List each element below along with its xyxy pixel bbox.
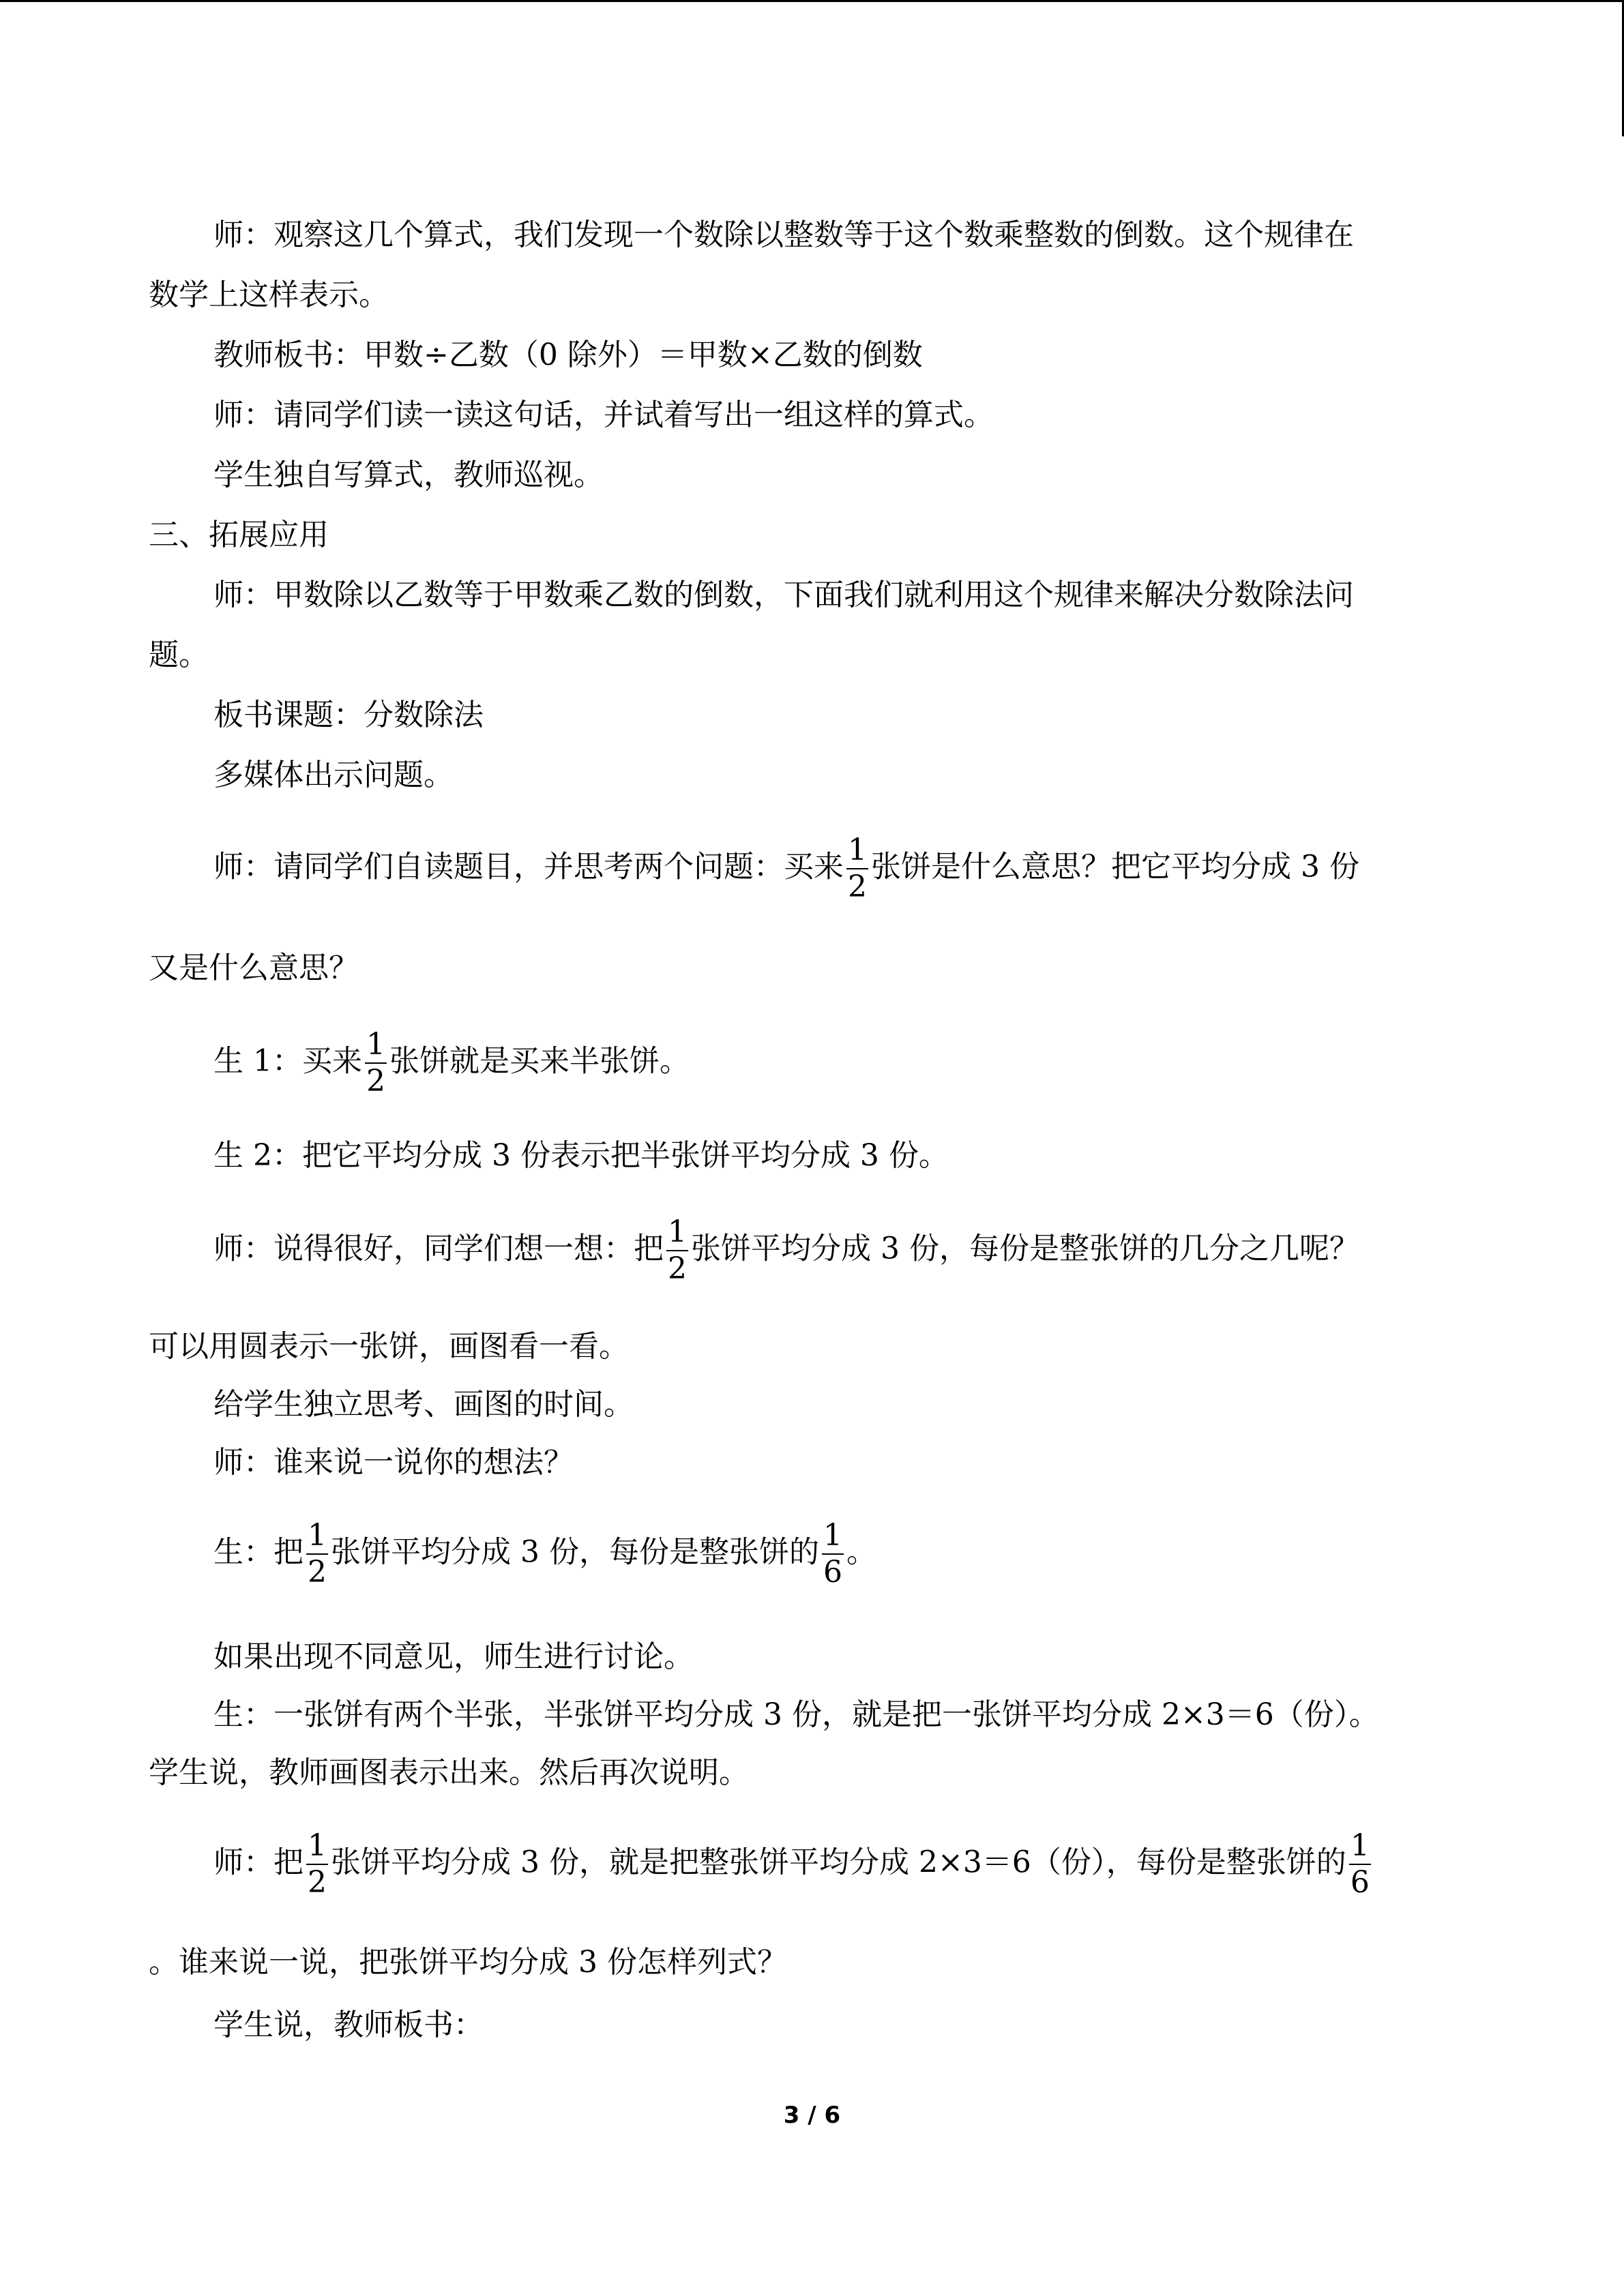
fraction-one-half — [306, 1518, 328, 1590]
paragraph-line: 如果出现不同意见，师生进行讨论。 — [213, 1639, 694, 1674]
text-segment: 张饼平均分成 3 份，每份是整张饼的几分之几呢？ — [691, 1231, 1359, 1266]
top-border — [0, 0, 1624, 2]
text-segment: 。 — [846, 1534, 876, 1570]
fraction-denominator: 2 — [848, 869, 867, 904]
fraction-denominator: 2 — [308, 1865, 327, 1900]
paragraph-line: 可以用圆表示一张饼，画图看一看。 — [149, 1329, 629, 1364]
paragraph-line: 又是什么意思？ — [149, 951, 359, 985]
paragraph-line: 师：甲数除以乙数等于甲数乘乙数的倒数，下面我们就利用这个规律来解决分数除法问 — [213, 578, 1354, 612]
text-segment: 师：请同学们自读题目，并思考两个问题：买来 — [213, 849, 844, 884]
fraction-numerator: 1 — [306, 1831, 328, 1865]
fraction-denominator: 6 — [823, 1555, 842, 1590]
paragraph-line: 题。 — [149, 638, 209, 672]
fraction-numerator: 1 — [365, 1030, 387, 1064]
paragraph-line: 生 2：把它平均分成 3 份表示把半张饼平均分成 3 份。 — [213, 1138, 949, 1173]
fraction-numerator: 1 — [822, 1521, 844, 1555]
paragraph-line: 学生独自写算式，教师巡视。 — [213, 458, 604, 492]
text-segment: 张饼平均分成 3 份，就是把整张饼平均分成 2×3＝6（份），每份是整张饼的 — [331, 1845, 1346, 1880]
fraction-one-half — [306, 1828, 328, 1900]
paragraph-line-with-fraction — [213, 1214, 1359, 1286]
text-segment: 张饼平均分成 3 份，每份是整张饼的 — [331, 1534, 819, 1570]
fraction-one-half — [365, 1027, 387, 1099]
fraction-numerator: 1 — [1349, 1831, 1371, 1865]
paragraph-line: 学生说，教师板书： — [213, 2008, 484, 2042]
page-number: 3 / 6 — [783, 2102, 841, 2129]
text-segment: 师：把 — [213, 1845, 304, 1880]
fraction-numerator: 1 — [846, 835, 868, 869]
fraction-denominator: 2 — [668, 1251, 687, 1286]
paragraph-line: 师：请同学们读一读这句话，并试着写出一组这样的算式。 — [213, 398, 994, 432]
paragraph-line: 数学上这样表示。 — [149, 278, 389, 312]
fraction-one-sixth — [1349, 1828, 1371, 1900]
paragraph-line: 。谁来说一说，把张饼平均分成 3 份怎样列式？ — [149, 1945, 787, 1980]
paragraph-line: 多媒体出示问题。 — [213, 758, 454, 792]
paragraph-line-with-fraction — [213, 1828, 1374, 1900]
text-segment: 张饼就是买来半张饼。 — [389, 1043, 690, 1079]
paragraph-line: 师：谁来说一说你的想法？ — [213, 1445, 574, 1480]
paragraph-line: 生：一张饼有两个半张，半张饼平均分成 3 份，就是把一张饼平均分成 2×3＝6（份）。 — [213, 1697, 1379, 1732]
text-segment: 张饼是什么意思？把它平均分成 3 份 — [871, 849, 1359, 884]
fraction-one-half — [846, 835, 868, 902]
paragraph-line-with-fraction — [213, 1518, 876, 1590]
text-segment: 生：把 — [213, 1534, 304, 1570]
paragraph-line-with-fraction — [213, 835, 1359, 902]
text-segment: 生 1：买来 — [213, 1043, 362, 1079]
paragraph-line: 师：观察这几个算式，我们发现一个数除以整数等于这个数乘整数的倒数。这个规律在 — [213, 218, 1354, 252]
paragraph-line: 给学生独立思考、画图的时间。 — [213, 1387, 634, 1422]
paragraph-line-with-fraction — [213, 1027, 690, 1099]
paragraph-line: 板书课题：分数除法 — [213, 698, 484, 732]
fraction-numerator: 1 — [666, 1217, 688, 1251]
fraction-one-sixth — [822, 1518, 844, 1590]
fraction-numerator: 1 — [306, 1521, 328, 1555]
fraction-denominator: 2 — [366, 1064, 385, 1099]
fraction-denominator: 6 — [1350, 1865, 1370, 1900]
text-segment: 师：说得很好，同学们想一想：把 — [213, 1231, 664, 1266]
paragraph-line: 教师板书：甲数÷乙数（0 除外）＝甲数×乙数的倒数 — [213, 338, 923, 372]
section-heading: 三、拓展应用 — [149, 518, 329, 552]
fraction-one-half — [666, 1214, 688, 1286]
paragraph-line: 学生说，教师画图表示出来。然后再次说明。 — [149, 1755, 749, 1790]
fraction-denominator: 2 — [308, 1555, 327, 1590]
